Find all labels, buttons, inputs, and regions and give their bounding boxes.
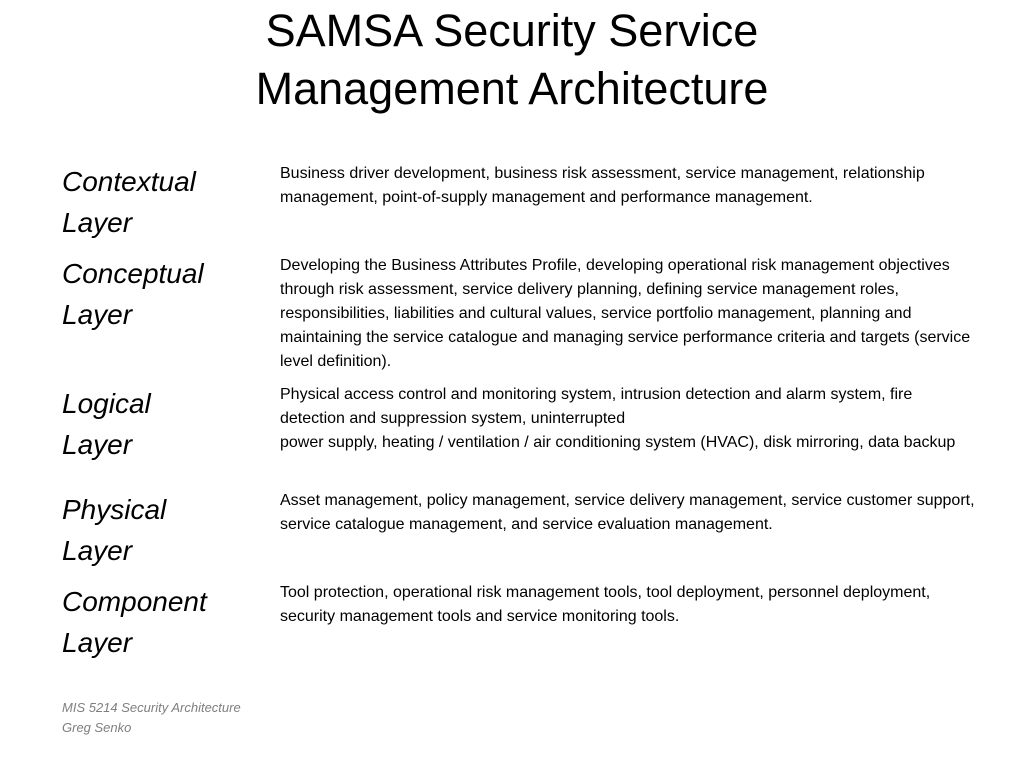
component-layer-description: Tool protection, operational risk management tools, tool deployment, personnel deployment, security management tools and service monitoring tools.	[280, 584, 931, 625]
component-layer-label-line2: Layer	[62, 627, 133, 658]
component-layer-label-line1: Component	[62, 586, 207, 617]
conceptual-layer-label	[62, 253, 267, 335]
physical-layer-description: Asset management, policy management, service delivery management, service customer support, service catalogue management, and service evaluation management.	[280, 492, 975, 533]
contextual-layer-label	[62, 161, 267, 243]
logical-layer-label-line2: Layer	[62, 429, 133, 460]
contextual-layer-label-line1: Contextual	[62, 166, 196, 197]
conceptual-layer-description: Developing the Business Attributes Profile, developing operational risk management objectives through risk assessment, service delivery planning, defining service management roles, responsibilities, liabilities and cultural values, service portfolio management, planning and maintaining the service catalogue and managing service performance criteria and targets (service level definition).	[280, 257, 971, 370]
physical-layer-label	[62, 489, 267, 571]
contextual-layer-description: Business driver development, business risk assessment, service management, relationship management, point-of-supply management and performance management.	[280, 165, 925, 206]
physical-layer-label-line1: Physical	[62, 494, 167, 525]
slide-title	[0, 2, 1024, 118]
logical-layer-label-line1: Logical	[62, 388, 151, 419]
logical-layer-description	[280, 383, 980, 455]
logical-layer-label	[62, 383, 267, 465]
logical-layer-description-line1: Physical access control and monitoring system, intrusion detection and alarm system, fire detection and suppression system, uninterrupted	[280, 386, 913, 427]
logical-layer-description-line2: power supply, heating / ventilation / air conditioning system (HVAC), disk mirroring, data backup	[280, 434, 956, 451]
physical-layer-label-line2: Layer	[62, 535, 133, 566]
slide-title-line2: Management Architecture	[255, 63, 769, 114]
conceptual-layer-label-line1: Conceptual	[62, 258, 204, 289]
contextual-layer-label-line2: Layer	[62, 207, 133, 238]
conceptual-layer-label-line2: Layer	[62, 299, 133, 330]
slide-footer	[62, 698, 241, 738]
slide-title-line1: SAMSA Security Service	[265, 5, 759, 56]
footer-course: MIS 5214 Security Architecture	[62, 700, 241, 715]
component-layer-label	[62, 581, 267, 663]
footer-author: Greg Senko	[62, 720, 132, 735]
